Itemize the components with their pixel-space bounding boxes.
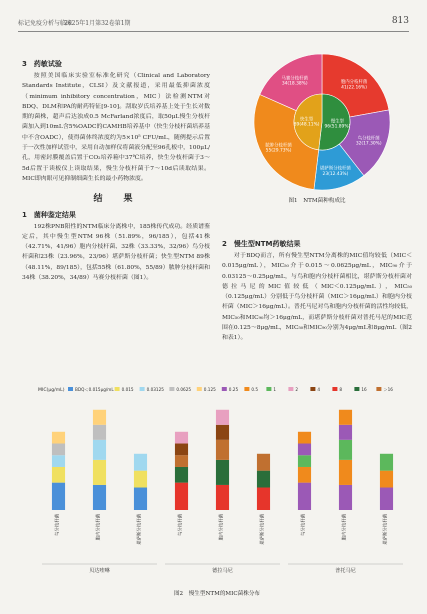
legend-label: ＞16 bbox=[383, 387, 393, 392]
legend-label: BDQ＜0.015μg/mL bbox=[75, 387, 114, 392]
bar-category-label: 鸟分枝杆菌 bbox=[178, 514, 184, 536]
bar-segment bbox=[216, 460, 229, 485]
results-title: 结 果 bbox=[93, 194, 139, 205]
bar-chart-svg bbox=[22, 382, 412, 582]
bar-segment bbox=[93, 425, 106, 440]
pie-slice-label: 胞内分枝杆菌 41(22.16%) bbox=[340, 80, 368, 91]
bar-segment bbox=[93, 460, 106, 485]
bar-category-label: 胞内分枝杆菌 bbox=[96, 514, 102, 541]
legend-label: 0.015 bbox=[121, 387, 134, 392]
legend-label: 0.25 bbox=[228, 387, 239, 392]
bar-segment bbox=[175, 432, 188, 444]
bar-segment bbox=[339, 485, 352, 510]
bar-segment bbox=[339, 440, 352, 460]
bar-segment bbox=[298, 467, 311, 483]
page-header bbox=[18, 18, 409, 30]
section1-text: 192株PNB阳性的NTM临床分离株中，185株传代成功。经质谱鉴定后，其中慢生型NTM 96株（51.89%，96/185），包括41株（42.71%，41/96）胞内分枝杆菌、32株（33.33%，32/96）鸟分枝杆菌和23株（23.96%，23/96）堪萨斯分枝杆菌；快生型NTM 89株（48.11%，89/185），包括55株（61.80%，55/89）脓肿分枝杆菌和34株（38.20%，34/89）马赛分枝杆菌（图1）。 bbox=[22, 223, 210, 282]
bar-segment bbox=[257, 488, 270, 510]
bar-chart bbox=[22, 382, 412, 582]
bar-segment bbox=[298, 483, 311, 510]
legend-swatch bbox=[197, 387, 202, 391]
bar-segment bbox=[257, 471, 270, 488]
legend-label: 0.5 bbox=[251, 387, 259, 392]
bar-segment bbox=[380, 471, 393, 488]
legend-swatch bbox=[222, 387, 227, 391]
bar-category-label: 鸟分枝杆菌 bbox=[55, 514, 61, 536]
section2-title: 2 慢生型NTM药敏结果 bbox=[222, 240, 301, 248]
bar-segment bbox=[216, 410, 229, 425]
bar-segment bbox=[93, 485, 106, 510]
legend-swatch bbox=[288, 387, 293, 391]
legend-swatch bbox=[354, 387, 359, 391]
page-number: 813 bbox=[391, 16, 409, 26]
pie-slice-label: 堪萨斯分枝杆菌 23(12.43%) bbox=[320, 166, 351, 177]
bar-segment bbox=[175, 483, 188, 510]
legend-swatch bbox=[332, 387, 337, 391]
bar-segment bbox=[339, 410, 352, 425]
legend-swatch bbox=[266, 387, 271, 391]
legend-label: 16 bbox=[361, 387, 367, 392]
bar-segment bbox=[134, 454, 147, 471]
bar-segment bbox=[93, 410, 106, 425]
legend-title: MIC(μg/mL) bbox=[38, 388, 65, 393]
bar-segment bbox=[216, 485, 229, 510]
legend-swatch bbox=[376, 387, 381, 391]
bar-segment bbox=[93, 440, 106, 460]
bar-group-label: 德拉马尼 bbox=[212, 568, 233, 574]
section3-title: 3 药敏试验 bbox=[22, 60, 62, 68]
legend-swatch bbox=[244, 387, 249, 391]
bar-category-label: 堪萨斯分枝杆菌 bbox=[137, 514, 143, 545]
bar-category-label: 堪萨斯分枝杆菌 bbox=[383, 514, 389, 545]
bar-segment bbox=[52, 483, 65, 510]
legend-swatch bbox=[115, 387, 120, 391]
pie-slice-label: 马赛分枝杆菌 34(18.38%) bbox=[281, 76, 308, 87]
section2-text: 对于BDQ而言，所有慢生型NTM分离株的MIC值均较低（MIC＜0.015μg/mL），MIC₅₀介于0.015～0.0625μg/mL，MIC₉₀介于0.03125～0.25μg/mL，与鸟和胞内分枝杆菌相比，堪萨斯分枝杆菌对德拉马尼的MIC值较低（MIC＜0.125μg/mL），MIC₅₀（0.125μg/mL）分别低于鸟分枝杆菌（MIC＞16μg/mL）和胞内分枝杆菌（MIC＞16μg/mL）。普托马尼对鸟和胞内分枝杆菌的活性均较低，MIC₅₀和MIC₉₀均＞16μg/mL，而堪萨斯分枝杆菌对普托马尼的MIC范围在0.125～8μg/mL，MIC₅₀和MIC₉₀分别为4μg/mL和8μg/mL（图2和表1）。 bbox=[222, 253, 412, 342]
legend-label: 0.03125 bbox=[146, 387, 164, 392]
bar-segment bbox=[52, 432, 65, 444]
legend-label: 4 bbox=[317, 387, 321, 392]
bar-segment bbox=[52, 455, 65, 467]
pie-chart-svg bbox=[252, 52, 392, 192]
journal-header: 标记免疫分析与临床 bbox=[18, 20, 73, 27]
bar-category-label: 胞内分枝杆菌 bbox=[219, 514, 225, 541]
bar-segment bbox=[339, 425, 352, 440]
right-column bbox=[222, 238, 412, 344]
legend-label: 8 bbox=[339, 387, 343, 392]
legend-label: 0.0625 bbox=[176, 387, 192, 392]
bar-segment bbox=[257, 454, 270, 471]
bar-segment bbox=[52, 444, 65, 456]
bar-segment bbox=[175, 467, 188, 483]
bar-group-label: 普托马尼 bbox=[335, 568, 356, 574]
bar-segment bbox=[134, 488, 147, 510]
pie-inner-label: 快生型 89(48.11%) bbox=[293, 117, 320, 128]
legend-label: 1 bbox=[273, 387, 277, 392]
bar-group-label: 贝达喹啉 bbox=[89, 568, 110, 574]
header-rule bbox=[18, 31, 409, 32]
bar-category-label: 堪萨斯分枝杆菌 bbox=[260, 514, 266, 545]
pie-slice-label: 脓肿分枝杆菌 55(29.73%) bbox=[265, 143, 292, 154]
left-column bbox=[22, 58, 210, 283]
pie-inner-label: 慢生型 96(51.89%) bbox=[324, 119, 351, 130]
bar-segment bbox=[175, 444, 188, 456]
pie-chart bbox=[252, 52, 392, 192]
pie-slice-label: 鸟分枝杆菌 32(17.30%) bbox=[355, 136, 382, 147]
bar-segment bbox=[339, 460, 352, 485]
legend-swatch bbox=[169, 387, 174, 391]
legend-swatch bbox=[310, 387, 315, 391]
legend-label: 2 bbox=[295, 387, 299, 392]
legend-swatch bbox=[140, 387, 145, 391]
bar-segment bbox=[298, 455, 311, 467]
bar-category-label: 鸟分枝杆菌 bbox=[301, 514, 307, 536]
bar-segment bbox=[134, 471, 147, 488]
legend-label: 0.125 bbox=[203, 387, 216, 392]
bar-segment bbox=[216, 425, 229, 440]
bar-segment bbox=[380, 454, 393, 471]
section3-text: 按照美国临床实验室标准化研究（Clinical and Laboratory Standards Institute，CLSI）及文献报道，采用最低抑菌浓度（minimum inhibitory concentration，MIC）法检测NTM对BDQ、DLM和PA的耐药特征[9-10]。刮取岁氏培养基上处于生长对数期的菌株，超声后达浊成0.5 McFarland浓度后，取50μL慢生分枝杆菌加入到10mL含5%OADC的CAMHB培养基中（快生分枝杆菌培养基中不含OADC），使得菌体终浓度约为5×10⁵ CFU/mL，随例提示后置于一次性加样试管中，采用自动加样仪将菌液分配至96孔板中，100μL/孔，用密封膜覆盖后置于CO₂培养箱中37℃培养，快生分枝杆菌于3～5d后置于读板仪上读取结果，慢生分枝杆菌于7～10d后读取结果。MIC即肉眼可见抑制细菌生长的最小药物浓度。 bbox=[22, 73, 210, 182]
bar-segment bbox=[216, 440, 229, 460]
issue-header: 2025年1月第32卷第1期 bbox=[64, 20, 131, 27]
bar-segment bbox=[298, 444, 311, 456]
legend-swatch bbox=[68, 387, 73, 391]
bar-segment bbox=[52, 467, 65, 483]
section1-title: 1 菌种鉴定结果 bbox=[22, 210, 76, 219]
bar-segment bbox=[298, 432, 311, 444]
bar-segment bbox=[380, 488, 393, 510]
bar-category-label: 胞内分枝杆菌 bbox=[342, 514, 348, 541]
bar-segment bbox=[175, 455, 188, 467]
bar-caption: 图2 慢生型NTM的MIC菌株分布 bbox=[173, 591, 261, 597]
pie-caption: 图1 NTM菌种构成比 bbox=[288, 198, 346, 204]
